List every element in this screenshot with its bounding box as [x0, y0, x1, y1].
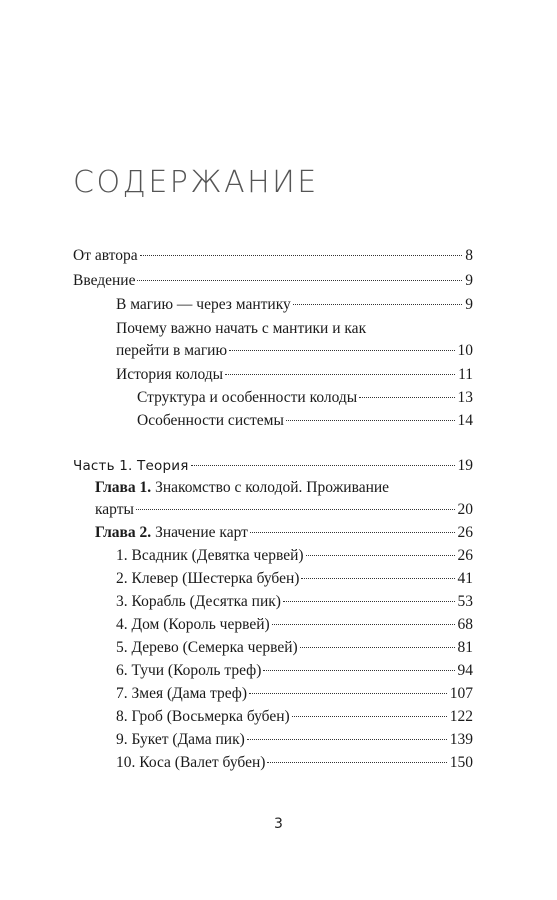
toc-entry-page: 14	[457, 412, 473, 429]
toc-entry-page: 26	[457, 524, 473, 541]
toc-entry-page: 94	[457, 662, 473, 679]
toc-entry-intro[interactable]	[73, 271, 473, 291]
toc-entry-title: 10. Коса (Валет бубен)	[116, 754, 266, 771]
page-number: 3	[274, 816, 283, 832]
toc-entry-why-line1[interactable]: Почему важно начать с мантики и как	[116, 320, 367, 337]
dot-leader	[136, 509, 455, 510]
toc-entry-title: 6. Тучи (Король треф)	[116, 662, 262, 679]
toc-entry-page: 68	[457, 616, 473, 633]
dot-leader	[292, 716, 447, 717]
toc-entry-title: Особенности системы	[137, 412, 284, 429]
toc-entry-page: 26	[457, 547, 473, 564]
toc-entry-page: 8	[465, 247, 473, 264]
dot-leader	[140, 255, 463, 256]
dot-leader	[249, 693, 447, 694]
toc-entry-title: перейти в магию	[116, 342, 228, 359]
toc-entry-title: 1. Всадник (Девятка червей)	[116, 547, 304, 564]
dot-leader	[247, 739, 447, 740]
toc-entry-part1[interactable]	[73, 456, 473, 476]
toc-entry-card[interactable]	[116, 707, 473, 727]
toc-entry-title: В магию — через мантику	[116, 296, 291, 313]
dot-leader	[301, 578, 454, 579]
toc-entry-card[interactable]	[116, 730, 473, 750]
toc-entry-title: 9. Букет (Дама пик)	[116, 731, 245, 748]
toc-entry-structure[interactable]	[137, 388, 473, 408]
dot-leader	[263, 670, 454, 671]
dot-leader	[306, 555, 455, 556]
toc-entry-page: 11	[458, 366, 473, 383]
toc-entry-deck-history[interactable]	[116, 365, 473, 385]
toc-entry-card[interactable]	[116, 753, 473, 773]
toc-entry-page: 10	[457, 342, 473, 359]
toc-entry-card[interactable]	[116, 684, 473, 704]
toc-entry-title: Структура и особенности колоды	[137, 389, 358, 406]
toc-entry-page: 13	[457, 389, 473, 406]
toc-entry-title: карты	[95, 501, 134, 518]
toc-entry-page: 9	[465, 272, 473, 289]
toc-entry-about-author[interactable]	[73, 246, 473, 266]
dot-leader	[300, 647, 455, 648]
toc-entry-title: 2. Клевер (Шестерка бубен)	[116, 570, 300, 587]
chapter-label: Глава 1.	[95, 479, 152, 496]
toc-entry-card[interactable]	[116, 661, 473, 681]
toc-entry-title: 4. Дом (Король червей)	[116, 616, 270, 633]
dot-leader	[250, 532, 455, 533]
toc-entry-system[interactable]	[137, 411, 473, 431]
toc-entry-title: 5. Дерево (Семерка червей)	[116, 639, 298, 656]
dot-leader	[283, 601, 455, 602]
toc-entry-title	[95, 523, 248, 543]
toc-entry-chapter1[interactable]	[95, 500, 473, 520]
toc-entry-page: 53	[457, 593, 473, 610]
toc-entry-page: 19	[457, 457, 473, 474]
toc-entry-card[interactable]	[116, 615, 473, 635]
toc-entry-page: 107	[449, 685, 473, 702]
toc-entry-card[interactable]	[116, 638, 473, 658]
toc-entry-page: 9	[465, 296, 473, 313]
toc-entry-card[interactable]	[116, 569, 473, 589]
toc-entry-page: 122	[449, 708, 473, 725]
toc-entry-card[interactable]	[116, 592, 473, 612]
toc-entry-page: 20	[457, 501, 473, 518]
dot-leader	[267, 762, 446, 763]
toc-entry-title: История колоды	[116, 366, 224, 383]
dot-leader	[225, 374, 455, 375]
toc-entry-chapter1-line1[interactable]	[95, 478, 389, 498]
chapter-title: Знакомство с колодой. Проживание	[151, 479, 390, 496]
toc-entry-page: 41	[457, 570, 473, 587]
dot-leader	[137, 280, 462, 281]
dot-leader	[229, 350, 454, 351]
dot-leader	[359, 397, 454, 398]
toc-entry-title: 7. Змея (Дама треф)	[116, 685, 248, 702]
toc-entry-magic[interactable]	[116, 295, 473, 315]
dot-leader	[272, 624, 455, 625]
toc-entry-page: 81	[457, 639, 473, 656]
toc-entry-page: 150	[449, 754, 473, 771]
toc-entry-page: 139	[449, 731, 473, 748]
chapter-label: Глава 2.	[95, 524, 152, 541]
toc-entry-title: 3. Корабль (Десятка пик)	[116, 593, 281, 610]
page-title: СОДЕРЖАНИЕ	[73, 165, 319, 200]
dot-leader	[286, 420, 455, 421]
toc-entry-title: 8. Гроб (Восьмерка бубен)	[116, 708, 290, 725]
toc-entry-chapter2[interactable]	[95, 523, 473, 543]
toc-entry-title: Введение	[73, 272, 136, 289]
toc-entry-card[interactable]	[116, 546, 473, 566]
toc-entry-title: От автора	[73, 247, 138, 264]
dot-leader	[191, 465, 455, 466]
toc-entry-why[interactable]	[116, 341, 473, 361]
toc-entry-title: Часть 1. Теория	[73, 458, 189, 474]
dot-leader	[293, 304, 462, 305]
chapter-title: Значение карт	[151, 524, 248, 541]
